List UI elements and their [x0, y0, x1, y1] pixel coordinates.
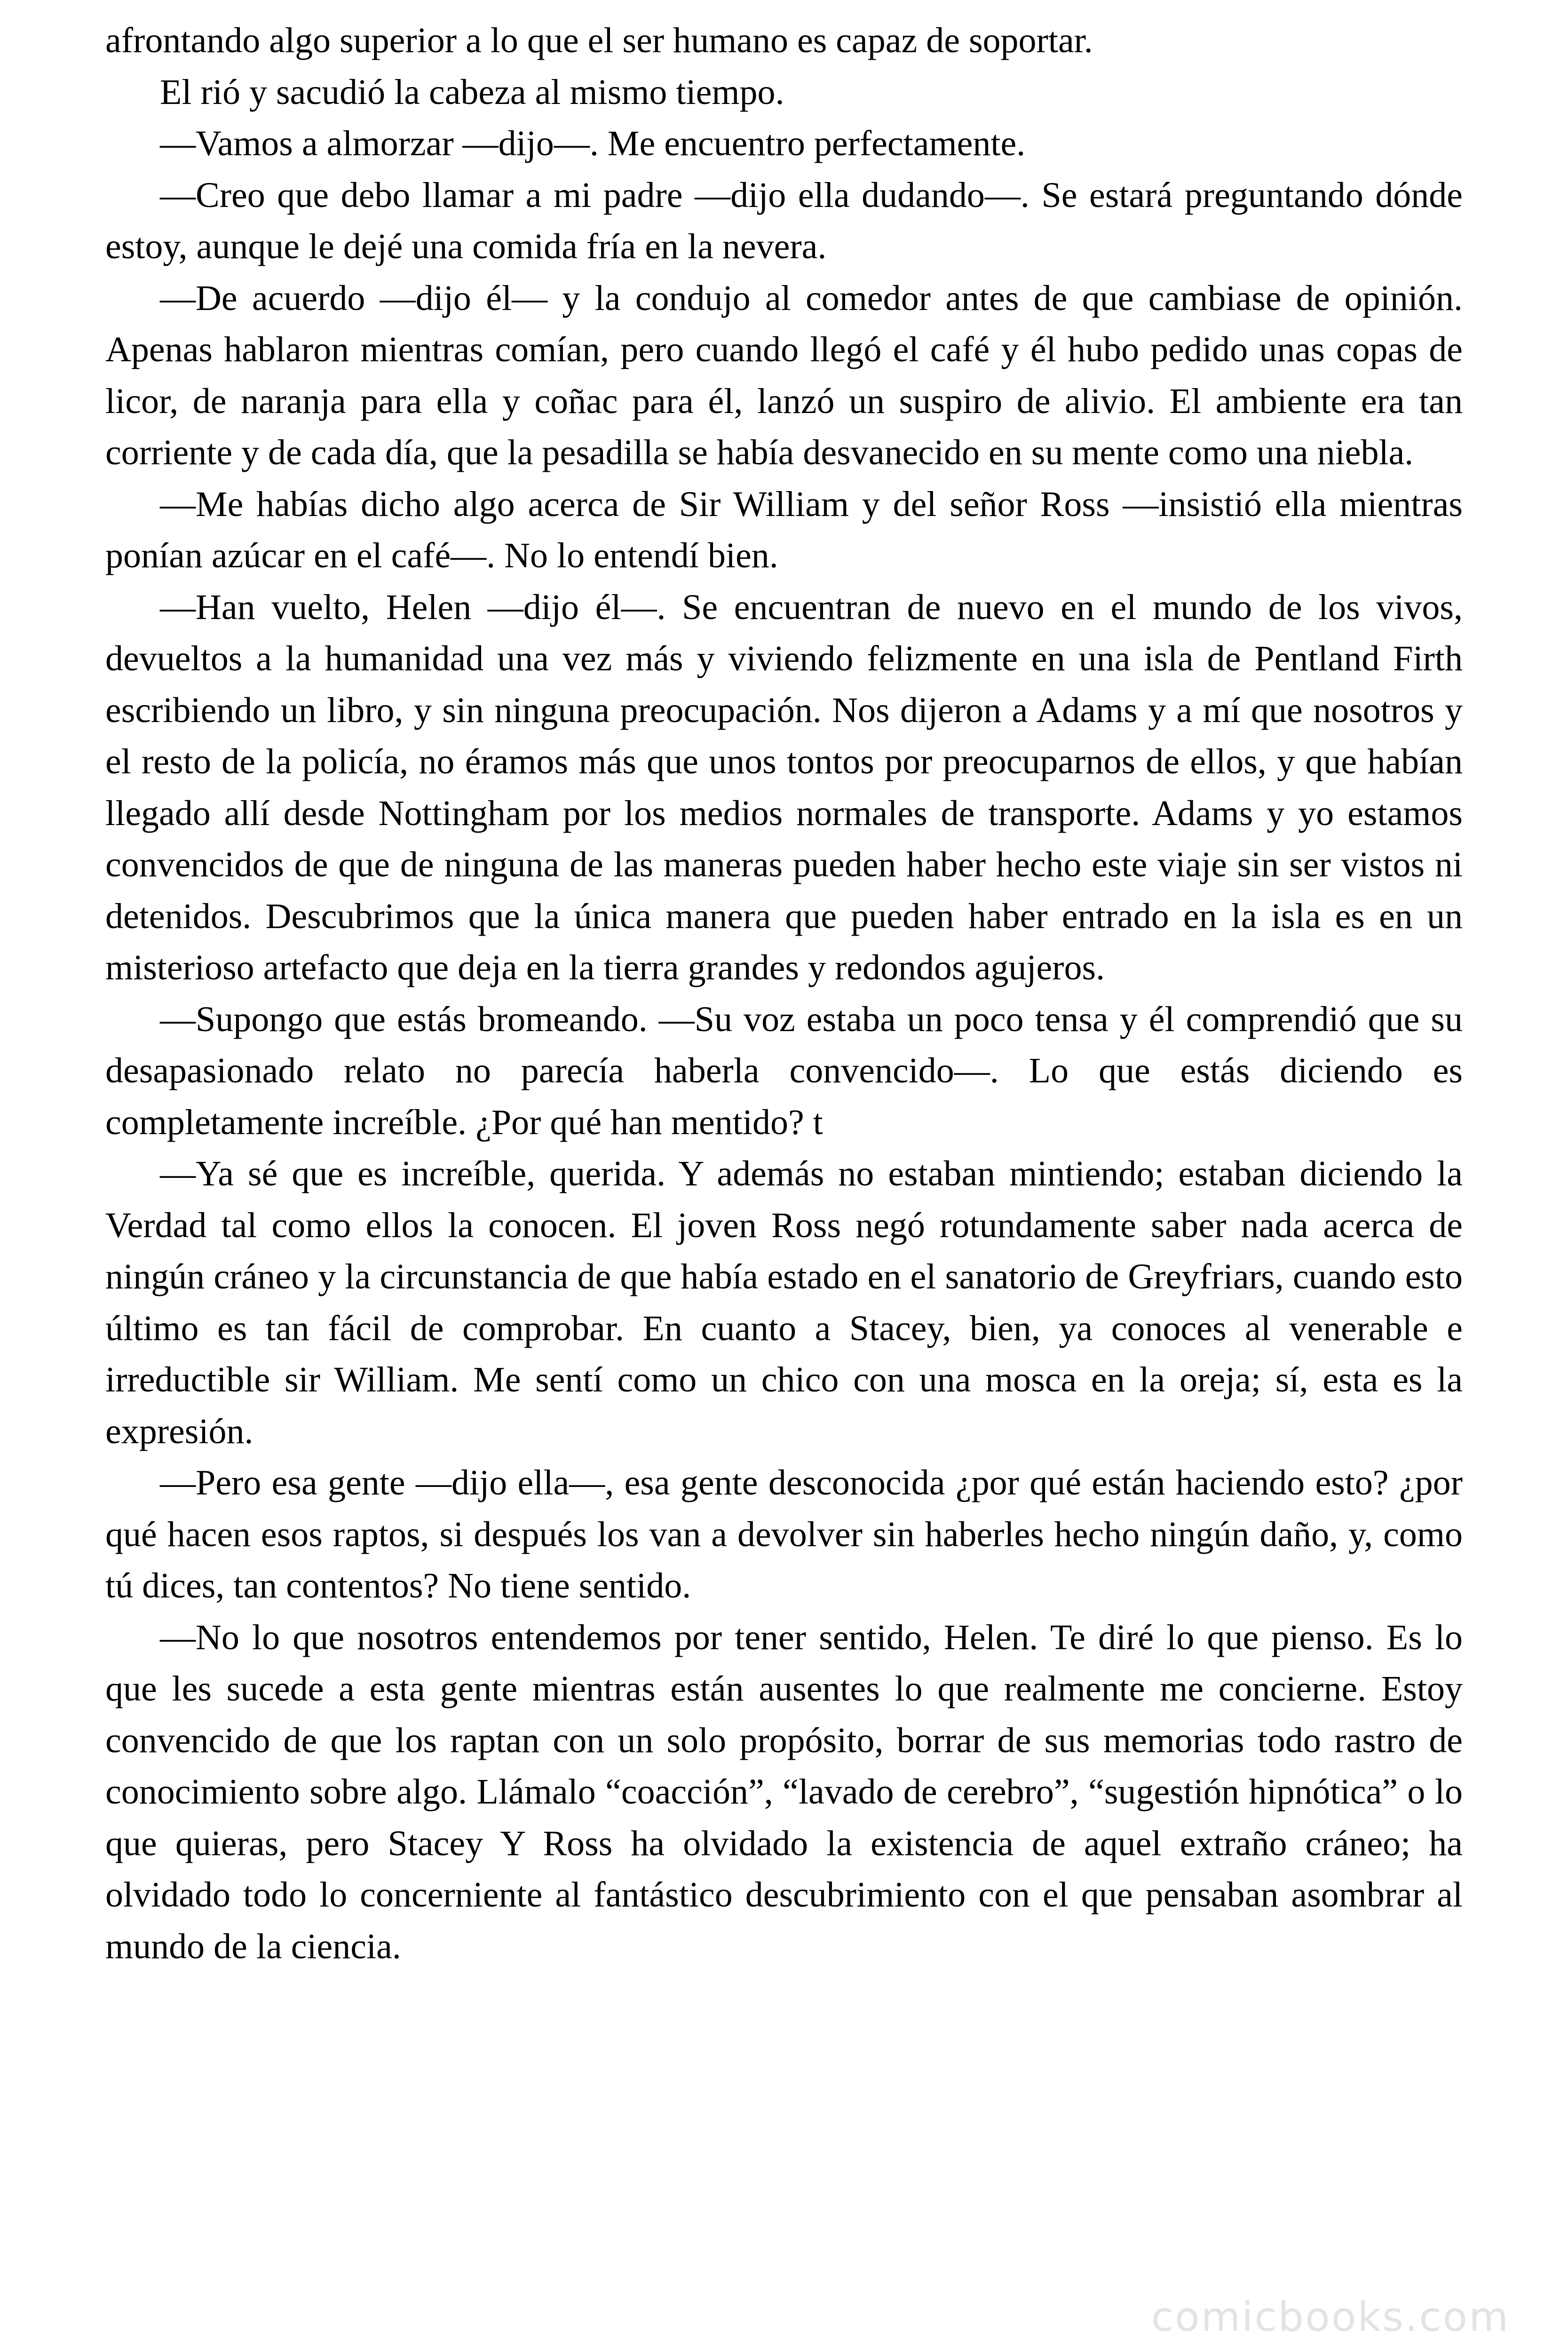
paragraph: —Creo que debo llamar a mi padre —dijo ella dudando—. Se estará preguntando dónde estoy, aunque le dejé una comida fría en la nevera. — [105, 175, 1463, 266]
paragraph: El rió y sacudió la cabeza al mismo tiempo. — [160, 72, 784, 112]
paragraph: —De acuerdo —dijo él— y la condujo al comedor antes de que cambiase de opinión. Apenas hablaron mientras comían, pero cuando llegó el café y él hubo pedido unas copas de licor, de naranja para ella y coñac para él, lanzó un suspiro de alivio. El ambiente era tan corriente y de cada día, que la pesadilla se había desvanecido en su mente como una niebla. — [105, 278, 1463, 472]
watermark: comicbooks.com — [1151, 2294, 1510, 2341]
paragraph: —Me habías dicho algo acerca de Sir William y del señor Ross —insistió ella mientras ponían azúcar en el café—. No lo entendí bien. — [105, 484, 1463, 575]
paragraph-continuation: afrontando algo superior a lo que el ser humano es capaz de soportar. — [105, 21, 1093, 60]
paragraph: —No lo que nosotros entendemos por tener sentido, Helen. Te diré lo que pienso. Es lo que les sucede a esta gente mientras están ausentes lo que realmente me concierne. Estoy convencido de que los raptan con un solo propósito, borrar de sus memorias todo rastro de conocimiento sobre algo. Llámalo “coacción”, “lavado de cerebro”, “sugestión hipnótica” o lo que quieras, pero Stacey Y Ross ha olvidado la existencia de aquel extraño cráneo; ha olvidado todo lo concerniente al fantástico descubrimiento con el que pensaban asombrar al mundo de la ciencia. — [105, 1617, 1463, 1966]
paragraph: —Supongo que estás bromeando. —Su voz estaba un poco tensa y él comprendió que su desapasionado relato no parecía haberla convencido—. Lo que estás diciendo es completamente increíble. ¿Por qué han mentido? t — [105, 999, 1463, 1142]
paragraph: —Vamos a almorzar —dijo—. Me encuentro perfectamente. — [160, 124, 1026, 163]
book-page — [105, 15, 1463, 2301]
paragraph: —Han vuelto, Helen —dijo él—. Se encuentran de nuevo en el mundo de los vivos, devueltos a la humanidad una vez más y viviendo felizmente en una isla de Pentland Firth escribiendo un libro, y sin ninguna preocupación. Nos dijeron a Adams y a mí que nosotros y el resto de la policía, no éramos más que unos tontos por preocuparnos de ellos, y que habían llegado allí desde Nottingham por los medios normales de transporte. Adams y yo estamos convencidos de que de ninguna de las maneras pueden haber hecho este viaje sin ser vistos ni detenidos. Descubrimos que la única manera que pueden haber entrado en la isla es en un misterioso artefacto que deja en la tierra grandes y redondos agujeros. — [105, 587, 1463, 987]
paragraph: —Ya sé que es increíble, querida. Y además no estaban mintiendo; estaban diciendo la Verdad tal como ellos la conocen. El joven Ross negó rotundamente saber nada acerca de ningún cráneo y la circunstancia de que había estado en el sanatorio de Greyfriars, cuando esto último es tan fácil de comprobar. En cuanto a Stacey, bien, ya conoces al venerable e irreductible sir William. Me sentí como un chico con una mosca en la oreja; sí, esta es la expresión. — [105, 1154, 1463, 1451]
paragraph: —Pero esa gente —dijo ella—, esa gente desconocida ¿por qué están haciendo esto? ¿por qué hacen esos raptos, si después los van a devolver sin haberles hecho ningún daño, y, como tú dices, tan contentos? No tiene sentido. — [105, 1463, 1463, 1605]
